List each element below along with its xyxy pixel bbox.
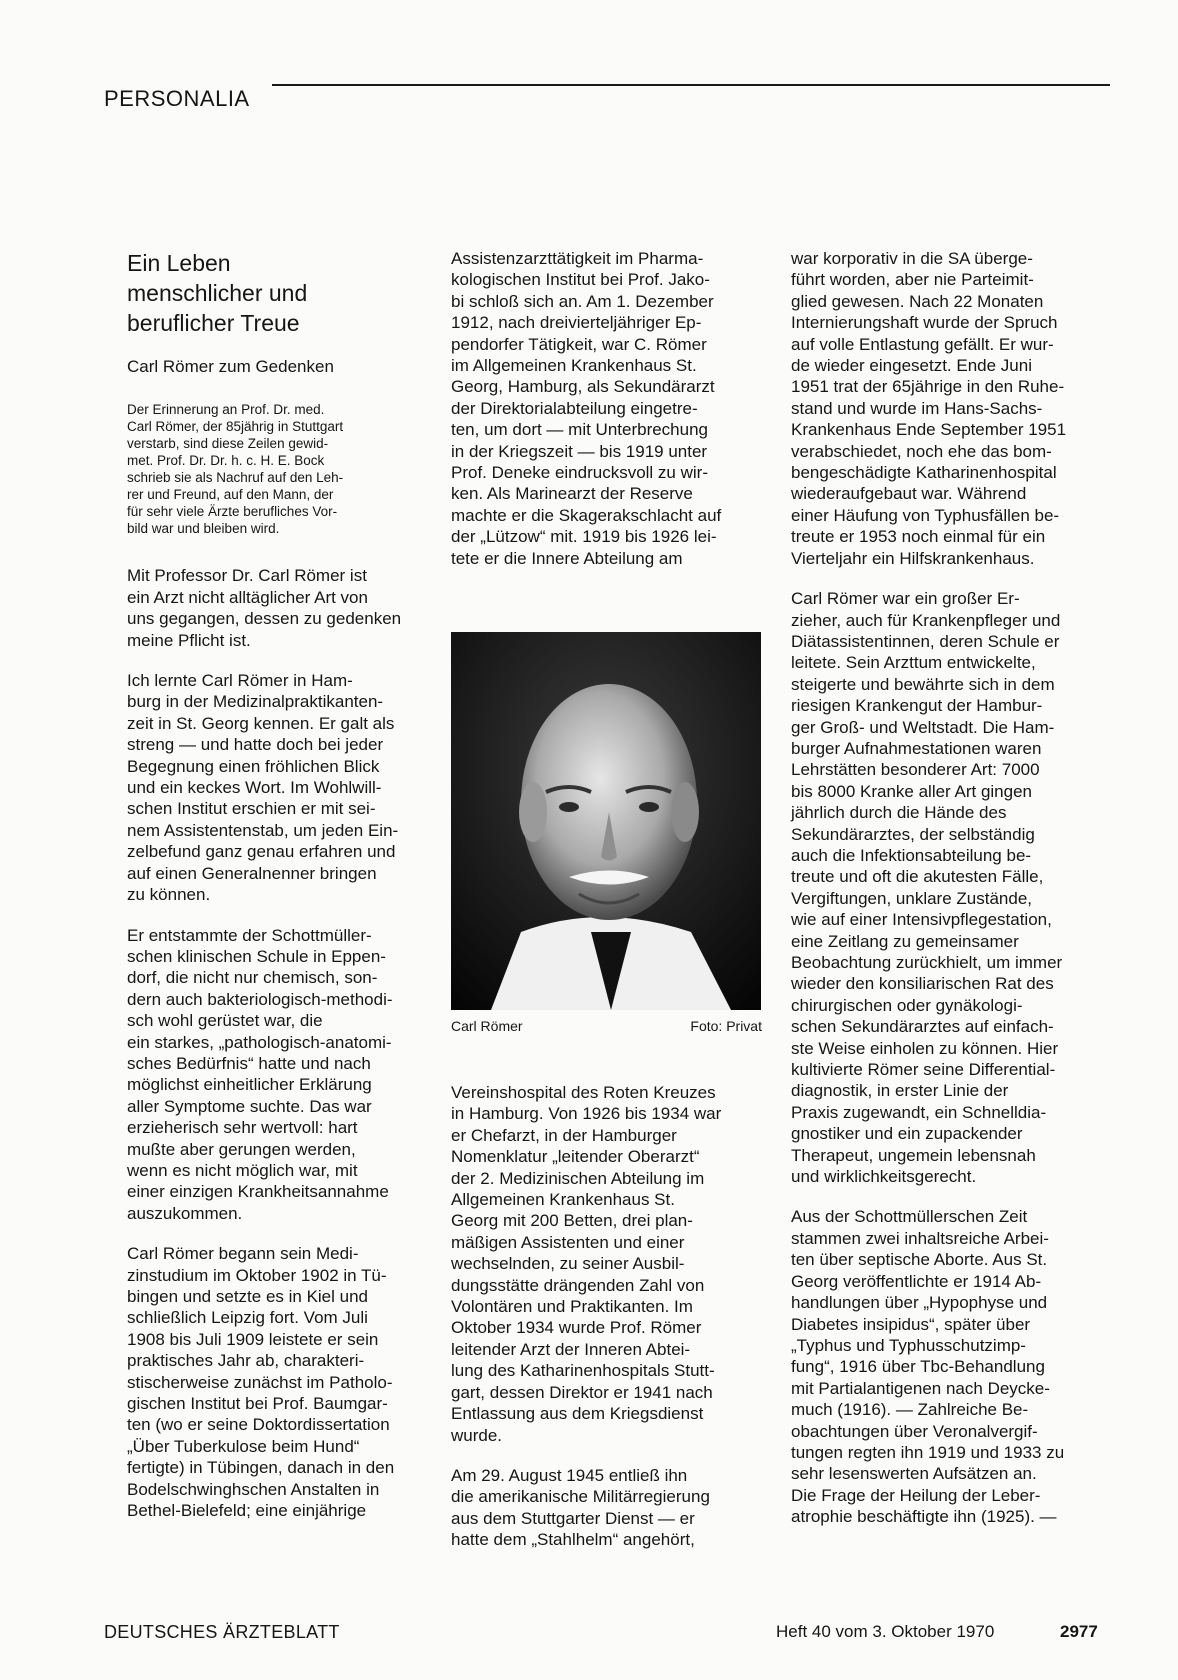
paragraph: Mit Professor Dr. Carl Römer ist ein Arzt nicht alltäglicher Art von uns gegangen, dessen zu gedenken meine Pflicht ist. — [127, 566, 402, 650]
article-subtitle: Carl Römer zum Gedenken — [127, 357, 334, 376]
header-rule — [272, 84, 1110, 86]
column-2-top — [451, 248, 762, 588]
photo-caption — [451, 1018, 762, 1034]
paragraph: Carl Römer war ein großer Er- zieher, auch für Krankenpfleger und Diätassistentinnen, deren Schule er leitete. Sein Arzttum entwickelte, steigerte und bewährte sich in dem riesigen Krankengut der Hambur- ger Groß- und Weltstadt. Die Ham- burger Aufnahmestationen waren Lehrstätten besonderer Art: 7000 bis 8000 Kranke aller Art gingen jährlich durch die Hände des Sekundärarztes, der selbständig auch die Infektionsabteilung be- treute und oft die akutesten Fälle, Vergiftungen, unklare Zustände, wie auf einer Intensivpflegestation, eine Zeitlang zu gemeinsamer Beobachtung zurückhielt, um immer wieder den konsiliarischen Rat des chirurgischen oder gynäkologi- schen Sekundärarztes auf einfach- ste Weise einholen zu können. Hier kultivierte Römer seine Differential- diagnostik, in erster Linie der Praxis zugewandt, ein Schnelldia- gnostiker und ein zupackender Therapeut, ungemein lebensnah und wirklichkeitsgerecht. — [791, 589, 1063, 1187]
paragraph: Aus der Schottmüllerschen Zeit stammen zwei inhaltsreiche Arbei- ten über septische Aborte. Aus St. Georg veröffentlichte er 1914 Ab- handlungen über „Hypophyse und Diabetes insipidus“, später über „Typhus und Typhusschutzimp- fung“, 1916 über Tbc-Behandlung mit Partialantigenen nach Deycke- much (1916). — Zahlreiche Be- obachtungen über Veronalvergif- tungen regten ihn 1919 und 1933 zu sehr lesenswerten Aufsätzen an. Die Frage der Heilung der Leber- atrophie beschäftigte ihn (1925). — — [791, 1207, 1065, 1527]
article-intro: Der Erinnerung an Prof. Dr. med. Carl Römer, der 85jährig in Stuttgart verstarb, sind diese Zeilen gewid- met. Prof. Dr. Dr. h. c. H. E. Bock schrieb sie als Nachruf auf den Leh- rer und Freund, auf den Mann, der für sehr viele Ärzte berufliches Vor- bild war und bleiben wird. — [127, 402, 344, 537]
journal-name: DEUTSCHES ÄRZTEBLATT — [104, 1622, 340, 1642]
paragraph: Er entstammte der Schottmüller- schen klinischen Schule in Eppen- dorf, die nicht nur chemisch, son- dern auch bakteriologisch-methodi- sch wohl gerüstet war, die ein starkes, „pathologisch-anatomi- sches Bedürfnis“ hatte und nach möglichst einheitlicher Erklärung aller Symptome suchte. Das war erzieherisch sehr wertvoll: hart mußte aber gerungen werden, wenn es nicht möglich war, mit einer einzigen Krankheitsannahme auszukommen. — [127, 925, 393, 1223]
column-3 — [791, 248, 1105, 1547]
column-1 — [127, 248, 423, 1540]
paragraph: Carl Römer begann sein Medi- zinstudium im Oktober 1902 in Tü- bingen und setzte es in Kiel und schließlich Leipzig fort. Vom Juli 1908 bis Juli 1909 leistete er sein praktisches Jahr ab, charakteri- stischerweise zunächst im Patholo- gischen Institut bei Prof. Baumgar- ten (wo er seine Doktordissertation „Über Tuberkulose beim Hund“ fertigte) in Tübingen, danach in den Bodelschwinghschen Anstalten in Bethel-Bielefeld; eine einjährige — [127, 1244, 395, 1521]
column-2-bottom — [451, 1082, 762, 1570]
paragraph: war korporativ in die SA überge- führt worden, aber nie Parteimit- glied gewesen. Nach 22 Monaten Internierungshaft wurde der Spruch auf volle Entlastung gefällt. Er wur- de wieder eingesetzt. Ende Juni 1951 trat der 65jährige in den Ruhe- stand und wurde im Hans-Sachs- Krankenhaus Ende September 1951 verabschiedet, noch ehe das bom- bengeschädigte Katharinenhospital wiederaufgebaut war. Während einer Häufung von Typhusfällen be- treute er 1953 noch einmal für ein Vierteljahr ein Hilfskrankenhaus. — [791, 249, 1067, 568]
article-title: Ein Leben menschlicher und beruflicher Treue — [127, 250, 308, 336]
issue-info: Heft 40 vom 3. Oktober 1970 — [776, 1622, 995, 1641]
portrait-photo — [451, 632, 761, 1010]
paragraph: Vereinshospital des Roten Kreuzes in Hamburg. Von 1926 bis 1934 war er Chefarzt, in der Hamburger Nomenklatur „leitender Oberarzt“ der 2. Medizinischen Abteilung im Allgemeinen Krankenhaus St. Georg mit 200 Betten, drei plan- mäßigen Assistenten und einer wechselnden, zu seiner Ausbil- dungsstätte drängenden Zahl von Volontären und Praktikanten. Im Oktober 1934 wurde Prof. Römer leitender Arzt der Inneren Abtei- lung des Katharinenhospitals Stutt- gart, dessen Direktor er 1941 nach Entlassung aus dem Kriegsdienst wurde. — [451, 1083, 722, 1445]
page-number: 2977 — [1060, 1622, 1098, 1641]
caption-name: Carl Römer — [451, 1018, 523, 1034]
paragraph: Assistenzarzttätigkeit im Pharma- kologischen Institut bei Prof. Jako- bi schloß sich an. Am 1. Dezember 1912, nach dreivierteljähriger Ep- pendorfer Tätigkeit, war C. Römer im Allgemeinen Krankenhaus St. Georg, Hamburg, als Sekundärarzt der Direktorialabteilung eingetre- ten, um dort — mit Unterbrechung in der Kriegszeit — bis 1919 unter Prof. Deneke eindrucksvoll zu wir- ken. Als Marinearzt der Reserve machte er die Skagerakschlacht auf der „Lützow“ mit. 1919 bis 1926 lei- tete er die Innere Abteilung am — [451, 249, 722, 568]
caption-credit: Foto: Privat — [690, 1018, 762, 1034]
section-heading: PERSONALIA — [104, 86, 250, 111]
paragraph: Am 29. August 1945 entließ ihn die amerikanische Militärregierung aus dem Stuttgarter Dienst — er hatte dem „Stahlhelm“ angehört, — [451, 1465, 710, 1550]
paragraph: Ich lernte Carl Römer in Ham- burg in der Medizinalpraktikanten- zeit in St. Georg kennen. Er galt als streng — und hatte doch bei jeder Begegnung einen fröhlichen Blick und ein keckes Wort. Im Wohlwill- schen Institut erschien er mit sei- nem Assistentenstab, um jeden Ein- zelbefund ganz genau erfahren und auf einen Generalnenner bringen zu können. — [127, 671, 399, 905]
